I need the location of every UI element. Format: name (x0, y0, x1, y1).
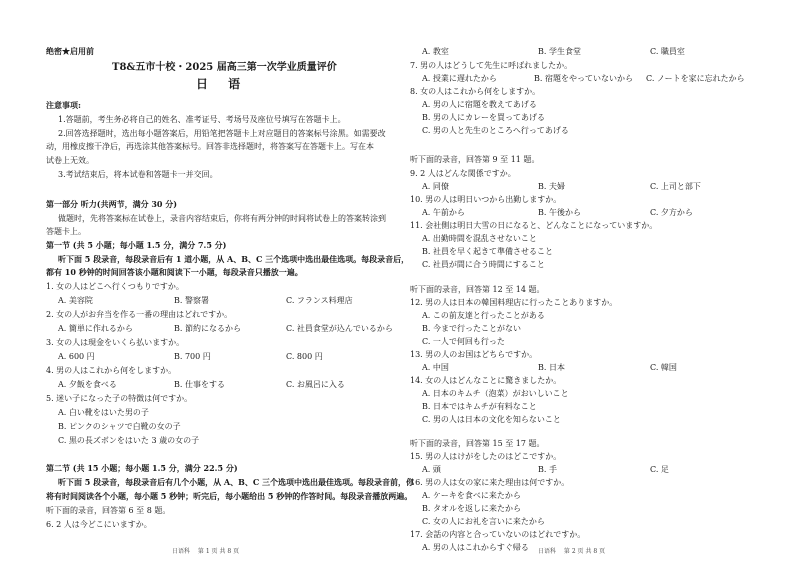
question-14: 14. 女の人はどんなことに驚きましたか。 (410, 376, 562, 385)
option-c: C. 足 (650, 465, 669, 474)
part1-heading: 第一部分 听力(共两节，满分 30 分) (46, 199, 178, 209)
option-b: B. タオルを返しに来たから (422, 504, 521, 513)
option-b: B. 社員を早く起きて準備させること (422, 247, 553, 256)
question-11: 11. 会社側は明日大雪の日になると、どんなことになっていますか。 (410, 221, 658, 230)
listen-instruction: 听下面的录音，回答第 6 至 8 题。 (46, 506, 171, 515)
notice-line: 2.回答选择题时，选出每小题答案后，用铅笔把答题卡上对应题目的答案标号涂黑。如需要改 (58, 129, 386, 138)
section2-desc: 将有时间阅读各个小题，每小题 5 秒钟；听完后，每小题给出 5 秒钟的作答时间。每段录音播放两遍。 (46, 491, 413, 501)
option-a: A. ケーキを食べに来たから (422, 491, 521, 500)
option-c: C. フランス料理店 (286, 296, 353, 305)
option-c: C. お風呂に入る (286, 380, 345, 389)
page-footer: 日语科 第 1 页 共 8 页 (172, 548, 240, 555)
confidential-mark: 绝密★启用前 (46, 46, 94, 56)
option-c: C. 男の人は日本の文化を知らないこと (422, 415, 561, 424)
option-a: A. 夕飯を食べる (58, 380, 117, 389)
option-a: A. 日本のキムチ（泡菜）がおいしいこと (422, 389, 569, 398)
option-a: A. 出勤時間を混乱させないこと (422, 234, 537, 243)
section2-desc: 听下面 5 段录音，每段录音后有几个小题，从 A、B、C 三个选项中选出最佳选项。每段录音前，你 (58, 477, 415, 487)
question-6: 6. 2 人は今どこにいますか。 (46, 520, 152, 529)
option-c: C. ノートを家に忘れたから (646, 74, 745, 83)
exam-title: T8&五市十校・2025 届高三第一次学业质量评价 (112, 62, 337, 73)
question-17: 17. 会話の内容と合っていないのはどれですか。 (410, 530, 586, 539)
notice-line: 试卷上无效。 (46, 156, 94, 165)
subject-title: 日 语 (196, 77, 249, 91)
listen-instruction: 听下面的录音，回答第 15 至 17 题。 (410, 439, 545, 448)
notice-heading: 注意事项: (46, 100, 81, 110)
option-a: A. 600 円 (58, 352, 95, 361)
part1-desc: 答题卡上。 (46, 227, 86, 236)
question-15: 15. 男の人はけがをしたのはどこですか。 (410, 452, 562, 461)
option-b: B. 700 円 (174, 352, 211, 361)
option-a: A. 白い靴をはいた男の子 (58, 408, 149, 417)
option-b: B. 手 (538, 465, 557, 474)
option-a: A. 教室 (422, 47, 449, 56)
question-16: 16. 男の人は女の家に来た理由は何ですか。 (410, 478, 570, 487)
option-b: B. 今まで行ったことがない (422, 324, 521, 333)
question-9: 9. 2 人はどんな関係ですか。 (410, 169, 516, 178)
option-a: A. 頭 (422, 465, 441, 474)
option-b: B. 仕事をする (174, 380, 225, 389)
option-c: C. 上司と部下 (650, 182, 701, 191)
section1-desc: 听下面 5 段录音，每段录音后有 1 道小题，从 A、B、C 三个选项中选出最佳选项。每段录音后， (58, 254, 410, 264)
option-b: B. 宿題をやっていないから (534, 74, 633, 83)
question-12: 12. 男の人は日本の韓国料理店に行ったことありますか。 (410, 298, 618, 307)
option-b: B. ピンクのシャツで白靴の女の子 (58, 422, 181, 431)
option-c: C. 社員食堂が込んでいるから (286, 324, 393, 333)
page-2 (404, 0, 754, 561)
question-7: 7. 男の人はどうして先生に呼ばれましたか。 (410, 61, 573, 70)
option-c: C. 800 円 (286, 352, 323, 361)
notice-line: 1.答题前，考生务必将自己的姓名、准考证号、考场号及座位号填写在答题卡上。 (58, 115, 346, 124)
option-b: B. 学生食堂 (538, 47, 581, 56)
notice-line: 动，用橡皮擦干净后，再选涂其他答案标号。回答非选择题时，将答案写在答题卡上。写在本 (46, 142, 374, 151)
page-footer: 日语科 第 2 页 共 8 页 (538, 548, 606, 555)
option-c: C. 女の人にお礼を言いに来たから (422, 517, 545, 526)
question-13: 13. 男の人のお国はどちらですか。 (410, 350, 538, 359)
option-a: A. 男の人はこれからすぐ帰る (422, 543, 529, 552)
listen-instruction: 听下面的录音，回答第 12 至 14 题。 (410, 285, 545, 294)
question-4: 4. 男の人はこれから何をしますか。 (46, 366, 177, 375)
option-b: B. 男の人にカレーを買ってあげる (422, 113, 545, 122)
option-b: B. 日本 (538, 363, 565, 372)
question-1: 1. 女の人はどこへ行くつもりですか。 (46, 282, 184, 291)
option-a: A. 中国 (422, 363, 449, 372)
option-c: C. 社員が間に合う時間にすること (422, 260, 545, 269)
option-b: B. 節約になるから (174, 324, 241, 333)
listen-instruction: 听下面的录音，回答第 9 至 11 题。 (410, 155, 540, 164)
question-8: 8. 女の人はこれから何をしますか。 (410, 87, 541, 96)
section1-desc: 都有 10 秒钟的时间回答该小题和阅读下一小题，每段录音只播放一遍。 (46, 267, 303, 277)
option-a: A. 簡単に作れるから (58, 324, 133, 333)
option-b: B. 警察署 (174, 296, 209, 305)
option-c: C. 夕方から (650, 208, 693, 217)
option-c: C. 職員室 (650, 47, 685, 56)
question-2: 2. 女の人がお弁当を作る一番の理由はどれですか。 (46, 310, 233, 319)
section1-heading: 第一节 (共 5 小题；每小题 1.5 分，满分 7.5 分) (46, 240, 227, 250)
option-a: A. この前友達と行ったことがある (422, 311, 545, 320)
notice-line: 3.考试结束后，将本试卷和答题卡一并交回。 (58, 170, 218, 179)
option-a: A. 男の人に宿題を教えてあげる (422, 100, 537, 109)
option-c: C. 一人で何回も行った (422, 337, 505, 346)
option-a: A. 午前から (422, 208, 465, 217)
option-a: A. 授業に遅れたから (422, 74, 497, 83)
part1-desc: 做题时，先将答案标在试卷上，录音内容结束后，你将有两分钟的时间将试卷上的答案转涂到 (58, 214, 386, 223)
option-a: A. 美容院 (58, 296, 93, 305)
question-10: 10. 男の人は明日いつから出勤しますか。 (410, 195, 562, 204)
option-b: B. 日本ではキムチが有料なこと (422, 402, 537, 411)
option-b: B. 夫婦 (538, 182, 565, 191)
option-c: C. 韓国 (650, 363, 677, 372)
option-b: B. 午後から (538, 208, 581, 217)
option-a: A. 同僚 (422, 182, 449, 191)
option-c: C. 黒の長ズボンをはいた 3 歳の女の子 (58, 436, 200, 445)
question-3: 3. 女の人は現金をいくら払いますか。 (46, 338, 185, 347)
page-1 (40, 0, 415, 561)
question-5: 5. 迷い子になった子の特徴は何ですか。 (46, 394, 193, 403)
section2-heading: 第二节 (共 15 小题；每小题 1.5 分，满分 22.5 分) (46, 463, 238, 473)
option-c: C. 男の人と先生のところへ行ってあげる (422, 126, 569, 135)
